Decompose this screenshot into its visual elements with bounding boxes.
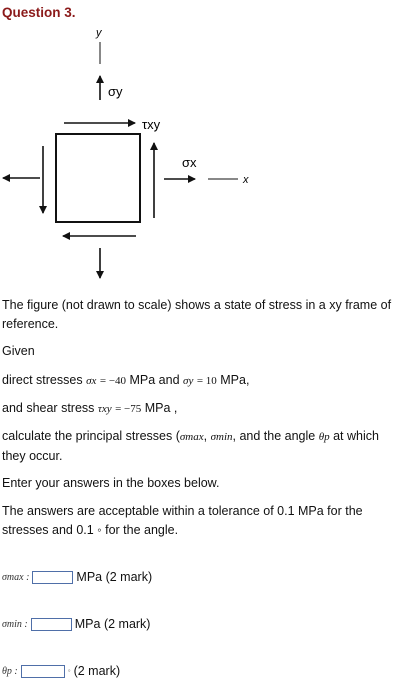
theta-p-symbol: θp (318, 431, 330, 443)
given-label: Given (2, 344, 35, 358)
tau-xy-label: τxy (142, 117, 161, 132)
question-title: Question 3. (2, 5, 76, 20)
sigma-min-unit: MPa (2 mark) (74, 617, 151, 631)
direct-prefix: direct stresses (2, 373, 87, 387)
shear-suffix: MPa , (141, 401, 178, 415)
y-axis-label: y (96, 27, 102, 39)
sigma-max-unit: MPa (2 mark) (76, 570, 153, 584)
answer-row-sigma-min (2, 615, 150, 633)
sigma-x-value: = −40 (99, 375, 127, 387)
stress-element-square (56, 134, 140, 222)
theta-p-unit: (2 mark) (73, 664, 121, 678)
sigma-x-symbol: σx (86, 375, 97, 387)
sigma-min-input[interactable] (31, 618, 72, 631)
calc-suffix: at which they occur. (2, 429, 379, 463)
answer-row-sigma-max (2, 568, 152, 586)
calculate-instruction: calculate the principal stresses (σmax, σmin, and the angle θp at which they occur. (2, 429, 379, 463)
sigma-x-label: σx (182, 155, 197, 170)
x-axis-label: x (243, 174, 249, 186)
tau-xy-value: = −75 (115, 403, 142, 415)
answer-row-theta-p (2, 662, 120, 680)
tolerance-note: The answers are acceptable within a tolerance of 0.1 MPa for the stresses and 0.1 ◦ for the angle. (2, 504, 363, 537)
direct-mid: MPa and (126, 373, 184, 387)
shear-prefix: and shear stress (2, 401, 98, 415)
sigma-y-label: σy (108, 84, 123, 99)
enter-answers-instruction: Enter your answers in the boxes below. (2, 476, 220, 490)
calc-prefix: calculate the principal stresses ( (2, 429, 180, 443)
sigma-max-input[interactable] (32, 571, 73, 584)
sigma-max-symbol: σmax (179, 431, 204, 443)
calc-mid: and the angle (236, 429, 319, 443)
theta-p-answer-label: θp : (2, 665, 18, 677)
shear-stress-line (2, 399, 406, 419)
direct-suffix: MPa, (216, 373, 250, 387)
direct-stresses-line (2, 371, 406, 391)
sigma-min-answer-label: σmin : (2, 618, 28, 630)
sigma-min-symbol: σmin (210, 431, 233, 443)
sigma-y-symbol: σy (183, 375, 194, 387)
theta-p-input[interactable] (21, 665, 65, 678)
figure-description: The figure (not drawn to scale) shows a state of stress in a xy frame of reference. (2, 298, 392, 331)
stress-element-diagram (0, 22, 410, 292)
degree-symbol: ◦ (67, 665, 71, 675)
sigma-y-value: = 10 (196, 375, 217, 387)
sigma-max-answer-label: σmax : (2, 571, 30, 583)
tau-xy-symbol: τxy (97, 403, 112, 415)
